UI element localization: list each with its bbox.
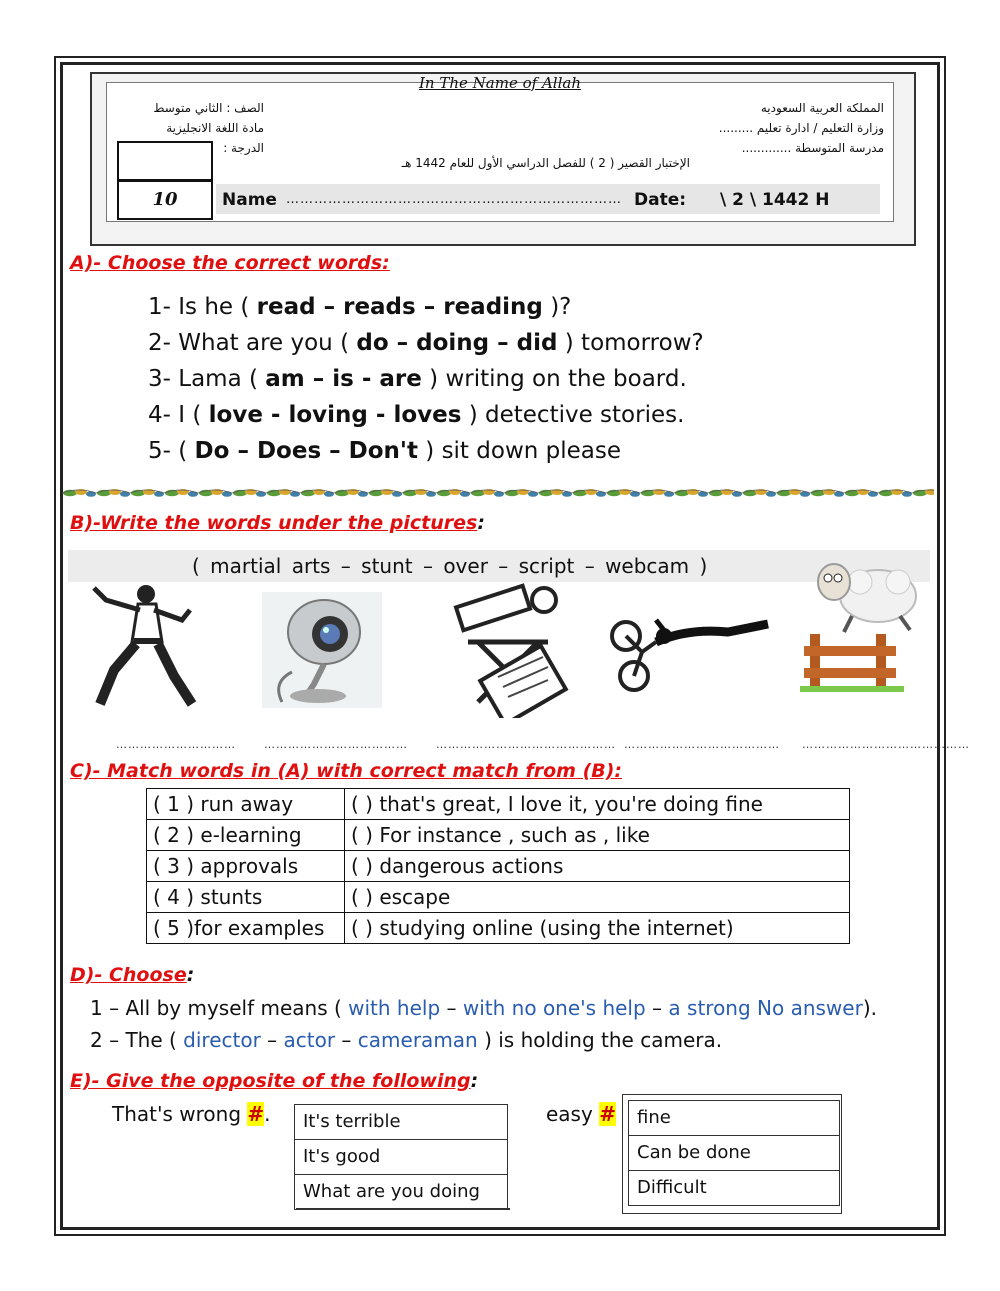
sheep-over-fence-icon bbox=[800, 552, 928, 694]
match-a-cell: ( 3 ) approvals bbox=[147, 851, 345, 882]
kingdom-line: المملكة العربية السعوديه bbox=[760, 101, 884, 115]
table-row bbox=[147, 882, 850, 913]
match-b-cell[interactable]: ( ) For instance , such as , like bbox=[345, 820, 850, 851]
question-a4 bbox=[148, 402, 684, 428]
question-a2 bbox=[148, 330, 704, 356]
table-row bbox=[147, 820, 850, 851]
subject-line: مادة اللغة الانجليزية bbox=[166, 121, 264, 135]
hash-mark: # bbox=[247, 1102, 265, 1126]
hash-mark: # bbox=[599, 1102, 616, 1126]
name-label: Name bbox=[222, 190, 277, 210]
question-text: I ( bbox=[178, 402, 209, 428]
option-with-help[interactable]: with help bbox=[348, 996, 441, 1020]
options-box-2-frame bbox=[622, 1094, 842, 1214]
table-row bbox=[147, 913, 850, 944]
question-text: ) sit down please bbox=[417, 438, 622, 464]
answer-options[interactable]: love - loving - loves bbox=[208, 402, 462, 428]
answer-options[interactable]: Do – Does – Don't bbox=[194, 438, 418, 464]
name-field[interactable]: ……………………………………………………………… bbox=[286, 192, 622, 207]
match-b-cell[interactable]: ( ) dangerous actions bbox=[345, 851, 850, 882]
option-cameraman[interactable]: cameraman bbox=[357, 1028, 478, 1052]
option-no-ones-help[interactable]: with no one's help bbox=[462, 996, 646, 1020]
section-e-title: E)- Give the opposite of the following: bbox=[70, 1070, 479, 1092]
match-b-cell[interactable]: ( ) escape bbox=[345, 882, 850, 913]
date-label: Date: bbox=[634, 190, 687, 210]
bmx-stunt-icon bbox=[608, 608, 776, 694]
answer-blank-5[interactable]: …………………………………… bbox=[802, 738, 970, 751]
grade-level-line: الصف : الثاني متوسط bbox=[153, 101, 264, 115]
question-text: ) tomorrow? bbox=[557, 330, 704, 356]
answer-blank-3[interactable]: ……………………………………… bbox=[436, 738, 616, 751]
question-text: ) writing on the board. bbox=[421, 366, 687, 392]
question-a3 bbox=[148, 366, 687, 392]
bismillah: In The Name of Allah bbox=[419, 74, 581, 92]
match-a-cell: ( 1 ) run away bbox=[147, 789, 345, 820]
section-d-title: D)- Choose: bbox=[70, 964, 195, 986]
answer-blank-2[interactable]: ……………………………… bbox=[264, 738, 408, 751]
martial-arts-icon bbox=[86, 580, 206, 710]
option-its-terrible[interactable]: It's terrible bbox=[295, 1105, 507, 1140]
date-value: \ 2 \ 1442 H bbox=[720, 190, 830, 210]
match-a-cell: ( 2 ) e-learning bbox=[147, 820, 345, 851]
section-b-title: B)-Write the words under the pictures: bbox=[70, 512, 485, 534]
score-box[interactable] bbox=[117, 141, 213, 181]
option-difficult[interactable]: Difficult bbox=[637, 1177, 707, 1198]
match-b-cell[interactable]: ( ) studying online (using the internet) bbox=[345, 913, 850, 944]
table-row bbox=[147, 789, 850, 820]
header-right-info bbox=[560, 98, 884, 158]
question-number: 3- bbox=[148, 366, 171, 392]
school-line: مدرسة المتوسطة ............. bbox=[741, 141, 884, 155]
option-what-are-you-doing[interactable]: What are you doing bbox=[303, 1181, 480, 1202]
question-text: Lama ( bbox=[178, 366, 266, 392]
box-shadow-line bbox=[296, 1208, 510, 1210]
word-bank: ( martial arts – stunt – over – script – webcam ) bbox=[192, 554, 708, 578]
question-number: 1- bbox=[148, 294, 171, 320]
section-a-title: A)- Choose the correct words: bbox=[70, 252, 390, 274]
opposite-item-1: That's wrong #. bbox=[112, 1102, 271, 1126]
answer-options[interactable]: am – is - are bbox=[265, 366, 422, 392]
option-actor[interactable]: actor bbox=[283, 1028, 336, 1052]
question-a1 bbox=[148, 294, 571, 320]
match-table bbox=[146, 788, 850, 944]
match-b-cell[interactable]: ( ) that's great, I love it, you're doing fine bbox=[345, 789, 850, 820]
score-label: الدرجة : bbox=[223, 141, 264, 155]
question-number: 5- bbox=[148, 438, 171, 464]
question-d1: 1 – All by myself means ( with help – with no one's help – a strong No answer). bbox=[90, 996, 877, 1020]
match-a-cell: ( 4 ) stunts bbox=[147, 882, 345, 913]
answer-options[interactable]: read – reads – reading bbox=[256, 294, 543, 320]
question-text: )? bbox=[542, 294, 572, 320]
ministry-line: وزارة التعليم / ادارة تعليم ......... bbox=[718, 121, 884, 135]
answer-blank-1[interactable]: ………………………… bbox=[116, 738, 236, 751]
question-d2: 2 – The ( director – actor – cameraman ) is holding the camera. bbox=[90, 1028, 723, 1052]
question-text: ( bbox=[178, 438, 195, 464]
question-text: Is he ( bbox=[178, 294, 257, 320]
table-row bbox=[147, 851, 850, 882]
exam-title: الإختبار القصير ( 2 ) للفصل الدراسي الأول للعام 1442 هـ bbox=[401, 156, 690, 170]
question-text: What are you ( bbox=[178, 330, 357, 356]
option-fine[interactable]: fine bbox=[629, 1101, 839, 1136]
question-number: 2- bbox=[148, 330, 171, 356]
options-box-1 bbox=[294, 1104, 508, 1210]
opposite-item-2: easy # bbox=[546, 1102, 616, 1126]
total-grade-box: 10 bbox=[117, 180, 213, 220]
option-can-be-done[interactable]: Can be done bbox=[629, 1136, 839, 1171]
question-number: 4- bbox=[148, 402, 171, 428]
answer-options[interactable]: do – doing – did bbox=[356, 330, 558, 356]
webcam-icon bbox=[262, 592, 382, 708]
leaf-divider bbox=[62, 486, 934, 500]
question-text: ) detective stories. bbox=[461, 402, 685, 428]
section-c-title: C)- Match words in (A) with correct match from (B): bbox=[70, 760, 623, 782]
match-a-cell: ( 5 )for examples bbox=[147, 913, 345, 944]
option-director[interactable]: director bbox=[183, 1028, 261, 1052]
option-strong-no[interactable]: a strong No answer bbox=[668, 996, 863, 1020]
option-its-good[interactable]: It's good bbox=[295, 1140, 507, 1175]
director-chair-script-icon bbox=[448, 582, 578, 718]
answer-blank-4[interactable]: ………………………………… bbox=[624, 738, 780, 751]
question-a5 bbox=[148, 438, 621, 464]
